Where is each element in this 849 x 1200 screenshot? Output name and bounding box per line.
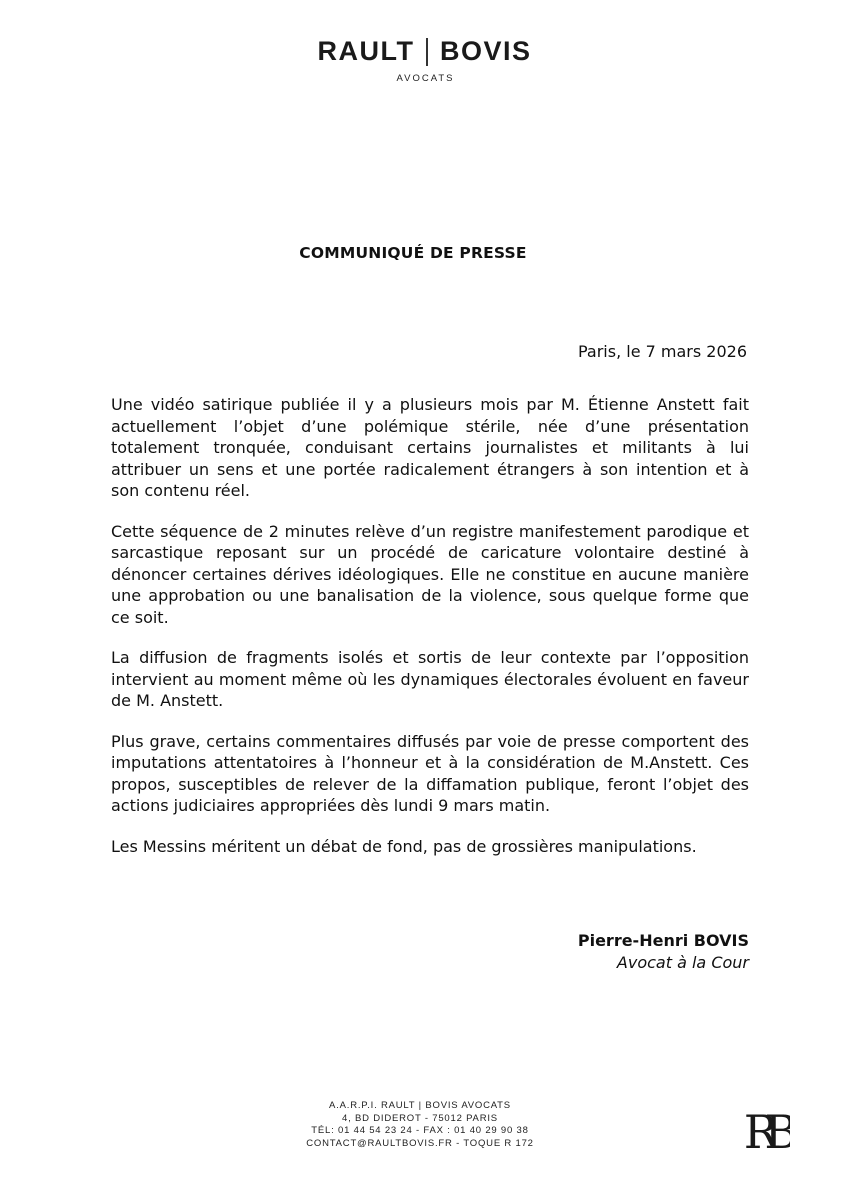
- footer-email-line: CONTACT@RAULTBOVIS.FR - TOQUE R 172: [306, 1137, 534, 1149]
- letterhead: [0, 36, 849, 84]
- page-title: COMMUNIQUÉ DE PRESSE: [299, 244, 527, 262]
- firm-name-right: BOVIS: [439, 36, 532, 66]
- footer-firm-line: A.A.R.P.I. RAULT | BOVIS AVOCATS: [329, 1100, 511, 1111]
- document-date: Paris, le 7 mars 2026: [577, 342, 747, 361]
- firm-logo: [317, 36, 531, 67]
- firm-subtitle: AVOCATS: [396, 73, 455, 84]
- footer-address-line: 4, BD DIDEROT - 75012 PARIS: [342, 1112, 498, 1124]
- paragraph: Cette séquence de 2 minutes relève d’un registre manifestement parodique et sarcastique reposant sur un procédé de caricature volontaire destiné à dénoncer certaines dérives idéologiques. Elle ne constitue en aucune manière une approbation ou une banalisation de la violence, sous quelque forme que ce soit.: [111, 521, 749, 627]
- signatory-role: Avocat à la Cour: [616, 952, 749, 972]
- paragraph: Plus grave, certains commentaires diffusés par voie de presse comportent des imputations attentatoires à l’honneur et à la considération de M.Anstett. Ces propos, susceptibles de relever de la diffamation publique, feront l’objet des actions judiciaires appropriées dès lundi 9 mars matin.: [111, 731, 749, 815]
- firm-name-left: RAULT: [317, 36, 415, 66]
- press-release-body: [111, 394, 749, 876]
- paragraph: Une vidéo satirique publiée il y a plusieurs mois par M. Étienne Anstett fait actuellement l’objet d’une polémique stérile, née d’une présentation totalement tronquée, conduisant certains journalistes et militants à lui attribuer un sens et une portée radicalement étrangers à son intention et à son contenu réel.: [111, 395, 749, 500]
- paragraph: Les Messins méritent un débat de fond, pas de grossières manipulations.: [111, 836, 697, 856]
- footer-contact: [300, 1100, 540, 1150]
- signatory-name: Pierre-Henri BOVIS: [577, 931, 749, 950]
- paragraph: La diffusion de fragments isolés et sortis de leur contexte par l’opposition intervient au moment même où les dynamiques électorales évoluent en faveur de M. Anstett.: [111, 648, 749, 710]
- logo-divider: [426, 38, 428, 66]
- signature-block: [578, 930, 749, 973]
- rb-monogram-logo: [738, 1104, 790, 1156]
- footer-phone-line: TÉL: 01 44 54 23 24 - FAX : 01 40 29 90 38: [311, 1125, 529, 1136]
- svg-text:RB: RB: [743, 1105, 785, 1156]
